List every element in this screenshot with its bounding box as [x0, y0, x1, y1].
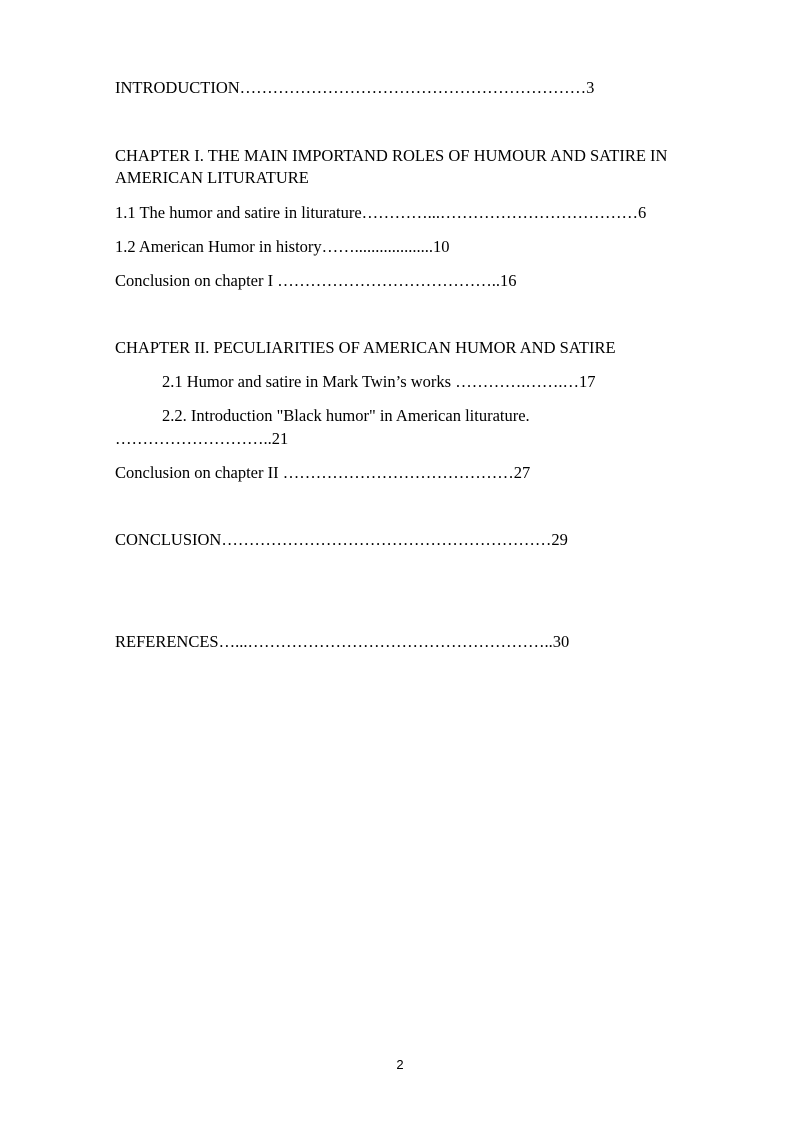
toc-chapter-1-heading: CHAPTER I. THE MAIN IMPORTAND ROLES OF HUMOUR AND SATIRE IN AMERICAN LITURATURE — [115, 146, 668, 187]
toc-references: REFERENCES…...………………………………………………..30 — [115, 632, 570, 651]
toc-conclusion-chapter-1: Conclusion on chapter I …………………………………..16 — [115, 271, 517, 290]
toc-item-2-2-continuation: ………………………..21 — [115, 429, 289, 448]
toc-item-1-2: 1.2 American Humor in history……...................10 — [115, 237, 450, 256]
toc-introduction: INTRODUCTION………………………………………………………3 — [115, 78, 595, 97]
toc-conclusion-chapter-2: Conclusion on chapter II ……………………………………27 — [115, 463, 531, 482]
toc-chapter-2-heading: CHAPTER II. PECULIARITIES OF AMERICAN HUMOR AND SATIRE — [115, 338, 616, 357]
toc-item-1-1: 1.1 The humor and satire in liturature…………...………………………………6 — [115, 203, 647, 222]
toc-item-2-2: 2.2. Introduction "Black humor" in American liturature. — [162, 406, 530, 425]
toc-item-2-1: 2.1 Humor and satire in Mark Twin’s works ………….…….…17 — [162, 372, 596, 391]
page-number: 2 — [396, 1057, 404, 1072]
toc-conclusion: CONCLUSION……………………………………………………29 — [115, 530, 568, 549]
